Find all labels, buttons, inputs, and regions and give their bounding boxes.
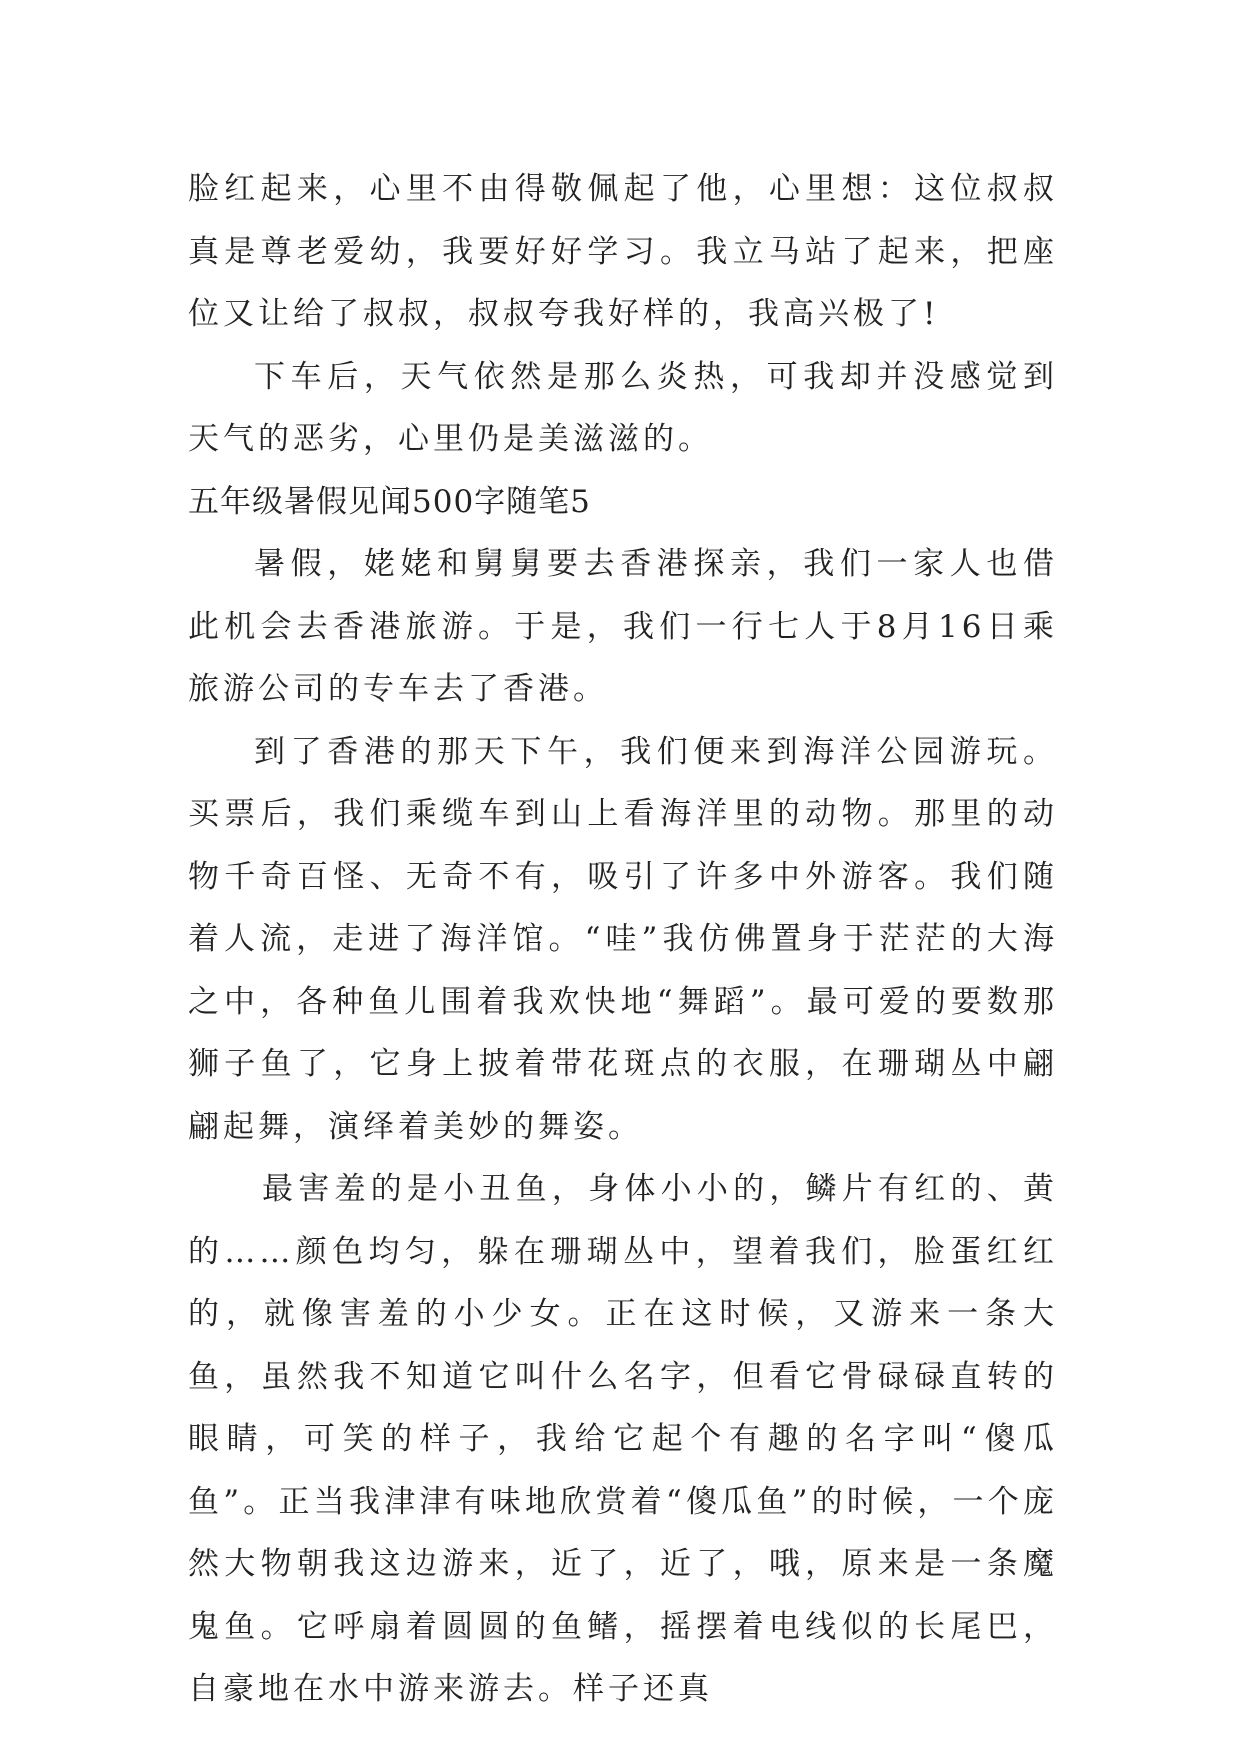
- paragraph: 暑假，姥姥和舅舅要去香港探亲，我们一家人也借此机会去香港旅游。于是，我们一行七人于8月16日乘旅游公司的专车去了香港。: [188, 546, 1058, 707]
- paragraph: 下车后，天气依然是那么炎热，可我却并没感觉到天气的恶劣，心里仍是美滋滋的。: [188, 358, 1058, 457]
- paragraph-continued: 脸红起来，心里不由得敬佩起了他，心里想：这位叔叔真是尊老爱幼，我要好好学习。我立马站了起来，把座位又让给了叔叔，叔叔夸我好样的，我高兴极了!: [188, 171, 1058, 332]
- document-body: [188, 158, 1058, 1721]
- paragraph: 到了香港的那天下午，我们便来到海洋公园游玩。买票后，我们乘缆车到山上看海洋里的动物。那里的动物千奇百怪、无奇不有，吸引了许多中外游客。我们随着人流，走进了海洋馆。“哇”我仿佛置身于茫茫的大海之中，各种鱼儿围着我欢快地“舞蹈”。最可爱的要数那狮子鱼了，它身上披着带花斑点的衣服，在珊瑚丛中翩翩起舞，演绎着美妙的舞姿。: [188, 733, 1058, 1145]
- section-heading: 五年级暑假见闻500字随笔5: [188, 483, 591, 520]
- paragraph: 最害羞的是小丑鱼，身体小小的，鳞片有红的、黄的……颜色均匀，躲在珊瑚丛中，望着我们，脸蛋红红的，就像害羞的小少女。正在这时候，又游来一条大鱼，虽然我不知道它叫什么名字，但看它骨碌碌直转的眼睛，可笑的样子，我给它起个有趣的名字叫“傻瓜鱼”。正当我津津有味地欣赏着“傻瓜鱼”的时候，一个庞然大物朝我这边游来，近了，近了，哦，原来是一条魔鬼鱼。它呼扇着圆圆的鱼鳍，摇摆着电线似的长尾巴，自豪地在水中游来游去。样子还真: [188, 1171, 1058, 1707]
